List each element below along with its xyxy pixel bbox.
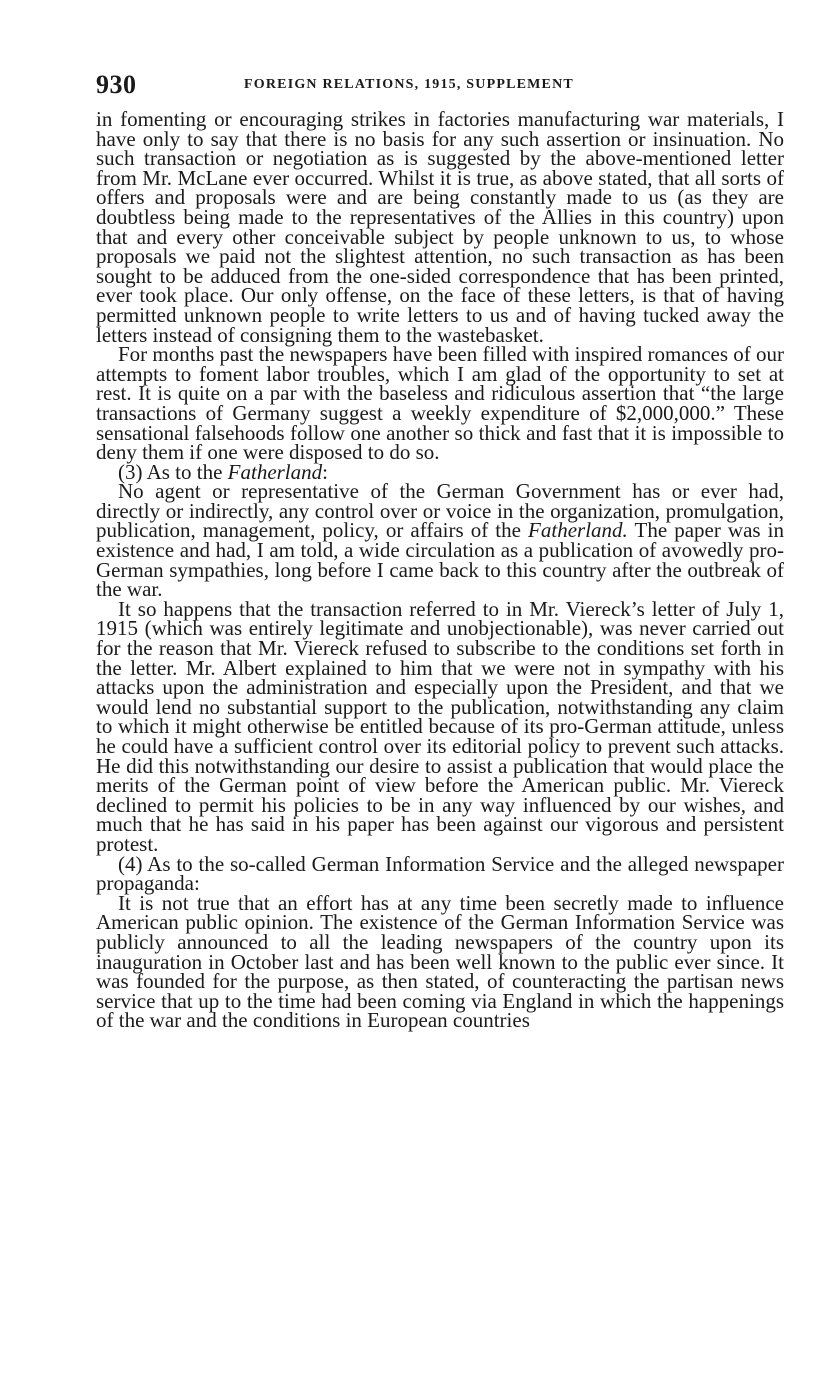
paragraph-fatherland-control	[96, 479, 784, 602]
running-title: FOREIGN RELATIONS, 1915, SUPPLEMENT	[244, 77, 574, 92]
paragraph-viereck: It so happens that the transaction referred to in Mr. Viereck’s letter of July 1, 1915 (which was entirely legitimate and unobjectionable), was never carried out for the reason that Mr. Viereck refused to subscribe to the conditions set forth in the letter. Mr. Albert explained to him that we were not in sympathy with his attacks upon the administration and especially upon the President, and that we would lend no substantial support to the publication, notwithstanding any claim to which it might otherwise be entitled because of its pro-German attitude, unless he could have a sufficient control over its editorial policy to prevent such attacks. He did this notwithstanding our desire to assist a publication that would place the merits of the German point of view before the American public. Mr. Viereck declined to permit his policies to be in any way influenced by our wishes, and much that he has said in his paper has been against our vigorous and persistent protest.	[96, 596, 784, 856]
section-heading-information-service: (4) As to the so-called German Information Service and the alleged newspaper propaganda:	[96, 851, 784, 896]
section-heading-prefix: (3) As to the	[118, 459, 228, 484]
page-number: 930	[96, 70, 137, 99]
document-page	[96, 70, 784, 1031]
paragraph-fatherland-text-b: The paper was in existence and had, I am told, a wide circulation as a publication of avowedly pro-German sympathies, long before I came back to this country after the outbreak of the war.	[96, 518, 784, 602]
paragraph-strikes: in fomenting or encouraging strikes in factories manufacturing war materials, I have only to say that there is no basis for any such assertion or insinuation. No such transaction or negotiation as is suggested by the above-mentioned letter from Mr. McLane ever occurred. Whilst it is true, as above stated, that all sorts of offers and proposals were and are being constantly made to us (as they are doubtless being made to the representatives of the Allies in this country) upon that and every other conceivable subject by people unknown to us, to whose proposals we paid not the slightest attention, no such transaction as has been sought to be adduced from the one-sided correspondence that has been printed, ever took place. Our only offense, on the face of these letters, is that of having permitted unknown people to write letters to us and of having tucked away the letters instead of consigning them to the wastebasket.	[96, 107, 784, 347]
paragraph-fatherland-italic: Fatherland.	[528, 518, 628, 543]
section-heading-italic: Fatherland	[227, 459, 323, 484]
paragraph-fatherland-text-a: No agent or representative of the German Government has or ever had, directly or indirectly, any control over or voice in the organization, promulgation, publication, management, policy, or affairs of the	[96, 479, 784, 543]
body-text	[96, 107, 785, 1033]
running-head	[96, 70, 784, 104]
paragraph-information-service: It is not true that an effort has at any time been secretly made to influence American public opinion. The existence of the German Information Service was publicly announced to all the leading newspapers of the country upon its inauguration in October last and has been well known to the public ever since. It was founded for the purpose, as then stated, of counteracting the partisan news service that up to the time had been coming via England in which the happenings of the war and the conditions in European countries	[96, 890, 784, 1033]
section-heading-suffix: :	[322, 459, 328, 484]
paragraph-labor-troubles: For months past the newspapers have been filled with inspired romances of our attempts to foment labor troubles, which I am glad of the opportunity to set at rest. It is quite on a par with the baseless and ridiculous assertion that “the large transactions of Germany suggest a weekly expenditure of $2,000,000.” These sensational falsehoods follow one another so thick and fast that it is impossible to deny them if one were disposed to do so.	[96, 342, 785, 465]
